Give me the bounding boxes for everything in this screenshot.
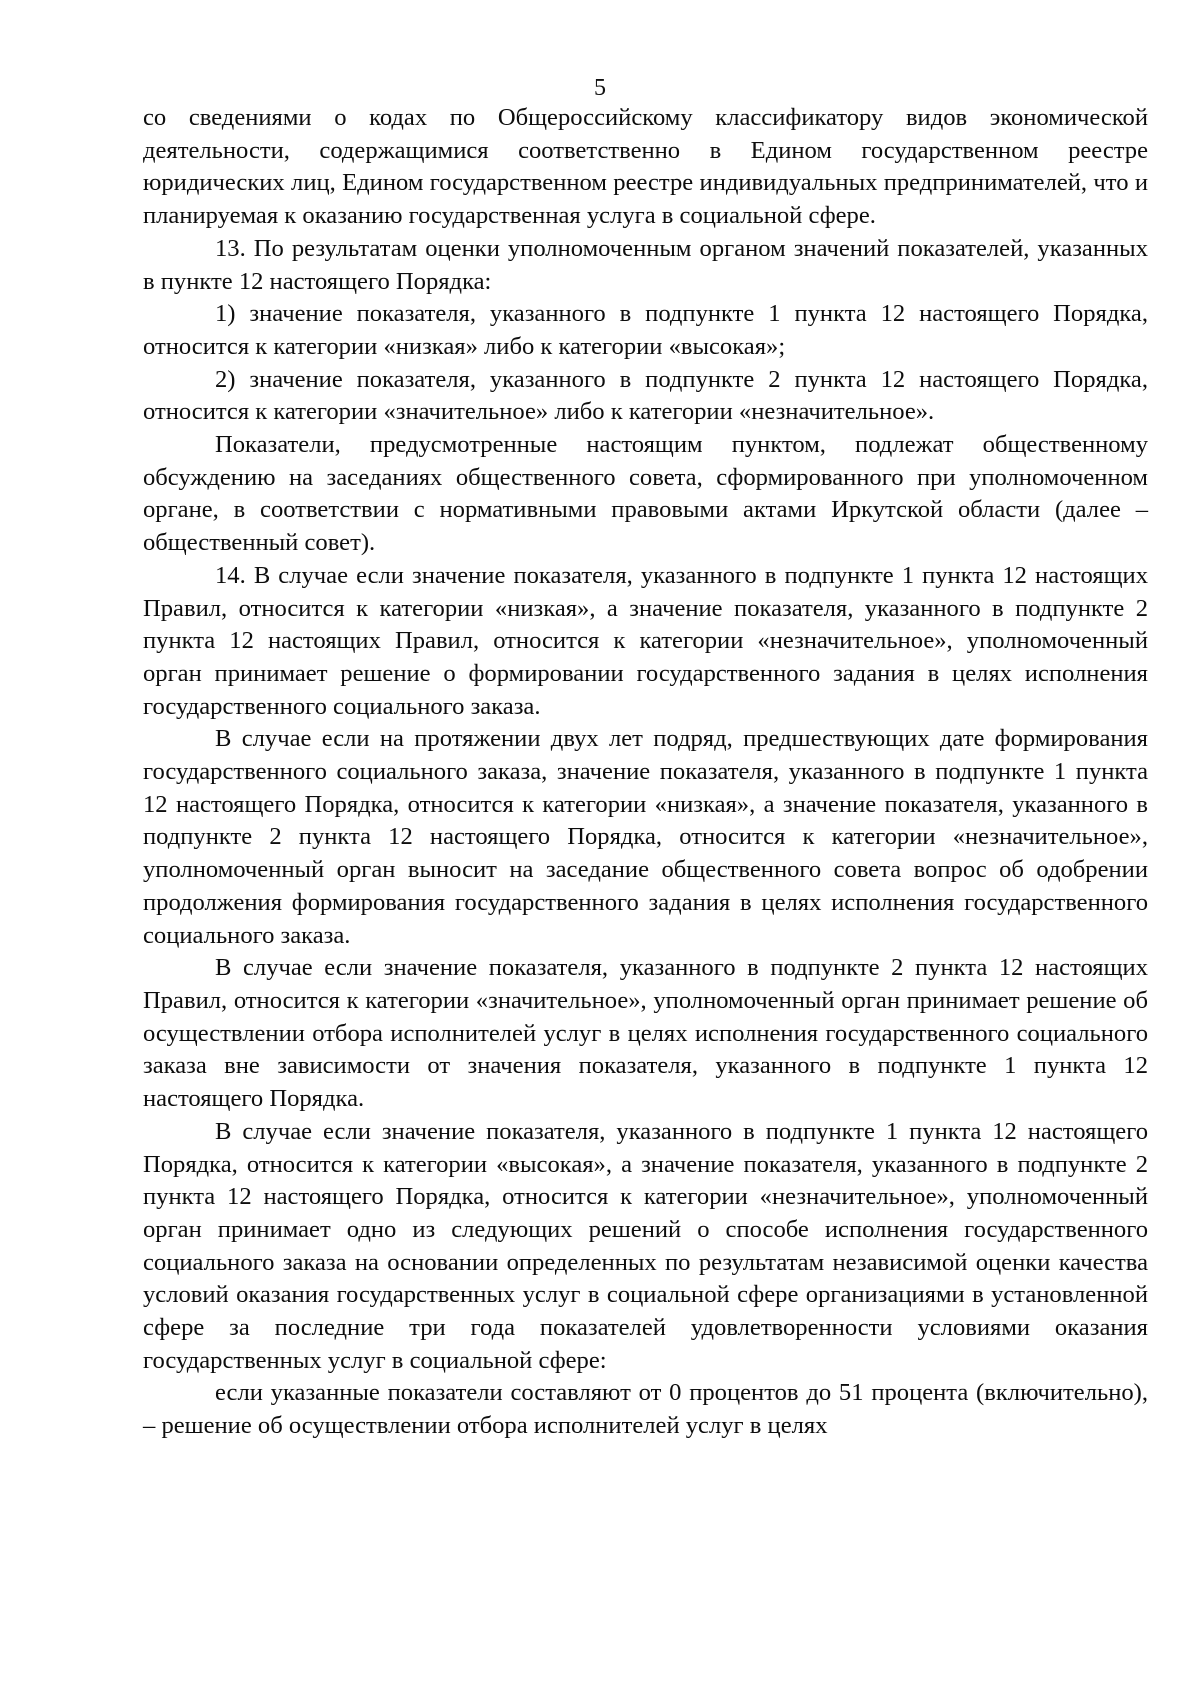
paragraph-indicators-discussion: Показатели, предусмотренные настоящим пунктом, подлежат общественному обсуждению на заседаниях общественного совета, сформированного при уполномоченном органе, в соответствии с нормативными правовыми актами Иркутской области (далее – общественный совет).	[143, 431, 1148, 557]
paragraph-item-13: 13. По результатам оценки уполномоченным органом значений показателей, указанных в пункте 12 настоящего Порядка:	[143, 234, 1148, 295]
paragraph-significant-case: В случае если значение показателя, указанного в подпункте 2 пункта 12 настоящих Правил, относится к категории «значительное», уполномоченный орган принимает решение об осуществлении отбора исполнителей услуг в целях исполнения государственного социального заказа вне зависимости от значения показателя, указанного в подпункте 1 пункта 12 настоящего Порядка.	[143, 954, 1148, 1113]
paragraph-two-years-case: В случае если на протяжении двух лет подряд, предшествующих дате формирования государственного социального заказа, значение показателя, указанного в подпункте 1 пункта 12 настоящего Порядка, относится к категории «низкая», а значение показателя, указанного в подпункте 2 пункта 12 настоящего Порядка, относится к категории «незначительное», уполномоченный орган выносит на заседание общественного совета вопрос об одобрении продолжения формирования государственного задания в целях исполнения государственного социального заказа.	[143, 725, 1148, 949]
paragraph-continuation: со сведениями о кодах по Общероссийскому классификатору видов экономической деятельности, содержащимися соответственно в Едином государственном реестре юридических лиц, Едином государственном реестре индивидуальных предпринимателей, что и планируемая к оказанию государственная услуга в социальной сфере.	[143, 104, 1148, 230]
paragraph-subitem-2: 2) значение показателя, указанного в подпункте 2 пункта 12 настоящего Порядка, относится к категории «значительное» либо к категории «незначительное».	[143, 365, 1148, 426]
page-number: 5	[594, 75, 606, 101]
paragraph-subitem-1: 1) значение показателя, указанного в подпункте 1 пункта 12 настоящего Порядка, относится к категории «низкая» либо к категории «высокая»;	[143, 300, 1148, 360]
paragraph-percent-range: если указанные показатели составляют от 0 процентов до 51 процента (включительно), – решение об осуществлении отбора исполнителей услуг в целях	[143, 1379, 1148, 1440]
paragraph-high-category-case: В случае если значение показателя, указанного в подпункте 1 пункта 12 настоящего Порядка, относится к категории «высокая», а значение показателя, указанного в подпункте 2 пункта 12 настоящего Порядка, относится к категории «незначительное», уполномоченный орган принимает одно из следующих решений о способе исполнения государственного социального заказа на основании определенных по результатам независимой оценки качества условий оказания государственных услуг в социальной сфере организациями в установленной сфере за последние три года показателей удовлетворенности условиями оказания государственных услуг в социальной сфере:	[143, 1117, 1148, 1374]
document-body	[143, 102, 1148, 1443]
paragraph-item-14: 14. В случае если значение показателя, указанного в подпункте 1 пункта 12 настоящих Правил, относится к категории «низкая», а значение показателя, указанного в подпункте 2 пункта 12 настоящих Правил, относится к категории «незначительное», уполномоченный орган принимает решение о формировании государственного задания в целях исполнения государственного социального заказа.	[143, 561, 1148, 720]
